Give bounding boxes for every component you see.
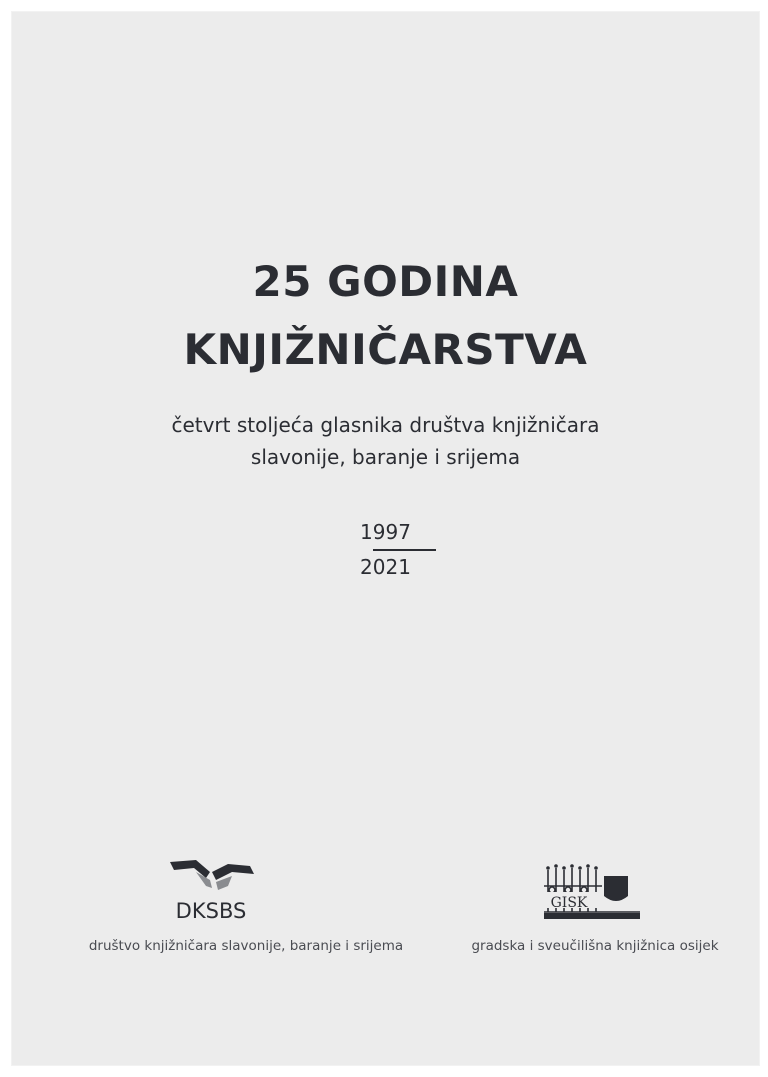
dksbs-logo xyxy=(166,858,256,922)
gisk-caption: gradska i sveučilišna knjižnica osijek xyxy=(471,938,719,954)
year-start: 1997 xyxy=(360,520,411,544)
year-divider xyxy=(373,549,436,551)
title-line-1: 25 GODINA xyxy=(252,257,519,306)
gate-crest-icon xyxy=(542,862,642,922)
subtitle-line-1: četvrt stoljeća glasnika društva knjižničara xyxy=(171,413,600,437)
gisk-wordmark: GISK xyxy=(550,895,588,911)
title-line-2: KNJIŽNIČARSTVA xyxy=(183,325,588,374)
subtitle-line-2: slavonije, baranje i srijema xyxy=(250,445,521,469)
dksbs-wordmark: DKSBS xyxy=(175,899,247,922)
gisk-logo xyxy=(542,862,642,922)
year-end: 2021 xyxy=(360,555,411,579)
open-book-icon xyxy=(166,858,256,922)
dksbs-caption: društvo knjižničara slavonije, baranje i srijema xyxy=(88,938,404,954)
cover-page xyxy=(11,11,760,1066)
